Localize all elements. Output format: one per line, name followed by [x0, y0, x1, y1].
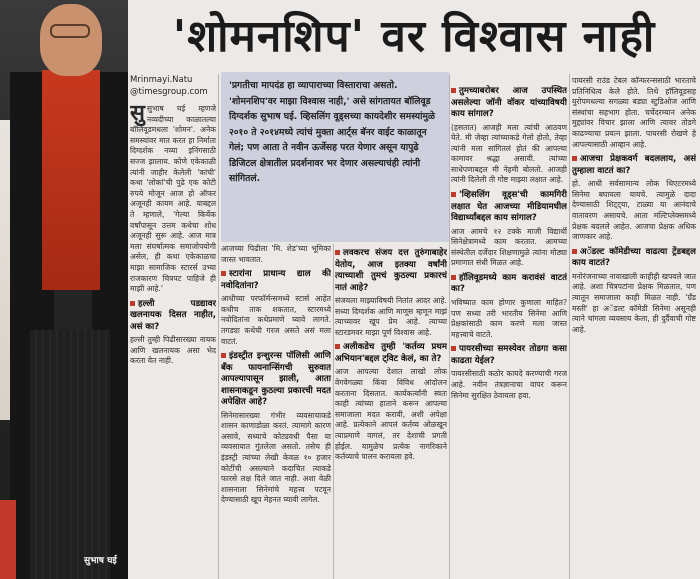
question-heading: पायरसीच्या समस्येवर तोडगा कसा काढता येईल?: [451, 344, 567, 366]
bullet-square-icon: [451, 88, 456, 93]
answer-paragraph: आजच्या पिढीला 'मि. शेड'च्या भूमिका जास्त भावतात.: [221, 244, 331, 264]
answer-paragraph: आधीच्या परफॉर्मन्समध्ये स्टार्स आहेत कधीच ताक शकतात, स्टारमध्ये नवोदितांना कथेप्रमाणे घ्यावे लागते. तगड्या कथेची गरज असते असं मला वाटतं.: [221, 294, 331, 346]
bullet-square-icon: [221, 353, 226, 358]
article-column-1: [130, 104, 216, 579]
article-column-2: [221, 244, 331, 579]
question-heading: हॉलिवूडमध्ये काम करावंसं वाटतं का?: [451, 272, 567, 295]
bullet-square-icon: [572, 156, 577, 161]
bullet-square-icon: [451, 346, 456, 351]
question-heading: आजचा प्रेक्षकवर्ग बदललाय, असं तुम्हाला वाटतं का?: [572, 154, 696, 176]
question-heading: स्टारांना प्राधान्य द्याल की नवोदितांना?: [221, 269, 331, 291]
article-column-4: [451, 82, 567, 579]
answer-paragraph: (हसतात) आजही मला त्यांची आठवण येते. मी जेव्हा त्यांच्याकडे गेलो होतो, तेव्हा त्यांनी मला सांगितलं होतं की आपल्या कामावर श्रद्धा असावी. त्यांच्या साधेपणाबद्दल मी नेहमी बोलतो. आजही त्यांनी दिलेली ती गोष्ट माझ्या लक्षात आहे.: [451, 122, 567, 185]
portrait-photo: [0, 0, 128, 579]
bullet-square-icon: [335, 250, 340, 255]
headline: 'शोमनशिप' वर विश्वास नाही: [172, 11, 656, 62]
answer-paragraph: आज आमचे १२ टक्के माजी विद्यार्थी सिनेक्षेत्रामध्ये काम करतात. आमच्या संस्थेतील दर्जेदार शिक्षणामुळे त्यांना मोठ्या प्रमाणात संधी मिळत आहे.: [451, 226, 567, 268]
intro-paragraph: सुसुभाष घई म्हणजे नव्वदीच्या काळातल्या बॉलिवूडमधला 'शोमन'. अनेक समस्यांवर मात करत हा निर्माता दिग्दर्शक नव्या इनिंगसाठी सज्ज झालाय. कोणे एकेकाळी त्यांनी जाहीर केलेली 'कांची' कथा 'लोकां'ची पुढे एक कोटी रुपये मोजून आज हो ऑफर अजूनही कायम आहे. याबद्दल ते म्हणाले, 'गेल्या किर्येक वर्षांपासून उत्तम कथेचा शोध अजूनही सुरू आहे. आज मात्र मला संघर्षात्मक समाजोपयोगी असेल, ही कथा एकेकाळचा माझा सामाजिक स्टारर्स उभ्या राजकारण चित्रपट पाहिजे ही माझी आहे.': [130, 104, 216, 294]
answer-paragraph: सिनेमासारख्या गंभीर व्यवसायाकडे शासन काणाडोळा करतं. त्यामागे कारण असावे, सध्याचे कोट्यवधी पैसा या व्यवसायात गुंतलेला असतो. तसेच ही इंडस्ट्री त्यांच्या लेखी केवळ १० हजार कोटींची असल्याने कदाचित त्याकडे फारसे लक्ष दिले जात नाही. अशा वेळी शासनाला सिनेमांचे महत्त्व पटवून देण्यासाठी खूप मेहनत घ्यावी लागेल.: [221, 410, 331, 505]
bullet-square-icon: [130, 301, 135, 306]
byline: [130, 74, 208, 98]
bullet-square-icon: [335, 344, 340, 349]
pull-quote-box: 'प्रगतीचा मापदंड हा व्यापाराच्या विस्ताराचा असतो. 'शोमनशिप'वर माझा विश्वास नाही,' असे सांगतायत बॉलिवूड दिग्दर्शक सुभाष घई. व्हिसलिंग वूड्सच्या कायदेशीर समस्यांमुळे २०१० ते २०१४मध्ये त्यांचं मुक्ता आर्ट्स बॅनर वाईट काळातून गेलं; पण आता ते नवीन ऊर्जेसह परत येणार असून यापुढे डिजिटल क्षेत्रातील प्रदर्शनावर भर देणार असल्याचंही त्यांनी सांगितलं.: [221, 72, 449, 242]
answer-paragraph: आज आपल्या देशात लाखो लोक वेगवेगळ्या किंवा विविध आंदोलन करताना दिसतात. कार्यकर्त्यांनी स्वतः काही त्यांच्या हाताने करून आपल्या समाजाला मदत करावी, अशी अपेक्षा आहे. प्रत्येकाने आपलं कर्तव्य ओळखून त्याप्रमाणे वागलं, तर देशाची प्रगती होईल. यामुळेच प्रत्येक नागरिकाने कर्तव्याचे पालन करायला हवे.: [335, 367, 447, 462]
bullet-square-icon: [451, 192, 456, 197]
byline-email: @timesgroup.com: [130, 87, 208, 97]
question-heading: लवकरच संजय दत्त तुरुंगाबाहेर येतोय, आज इतक्या वर्षांनी त्याच्याशी तुमचं कुठल्या प्रकारचं नातं आहे?: [335, 248, 447, 293]
photo-red-tag: [0, 500, 16, 579]
article-column-5: [572, 2, 696, 579]
question-heading: तुमच्याबरोबर आज उपस्थित असलेल्या जॉनी वॉकर यांच्याविषयी काय सांगाल?: [451, 86, 567, 119]
question-heading: इंडस्ट्रीत इन्शुरन्स पॉलिसी आणि बँक फायनान्सिंगची सुरुवात आपल्यापासून झाली, आता शासनाकडून कुठल्या प्रकारची मदत अपेक्षित आहे?: [221, 351, 331, 408]
photo-shirt: [42, 70, 100, 290]
answer-paragraph: संजयला माझ्याविषयी नितांत आदर आहे. सध्या दिग्दर्शक आणि माणूस म्हणून माझं त्याच्यावर खूप प्रेम आहे. त्याच्या स्टारडमवर माझा पूर्ण विश्वास आहे.: [335, 296, 447, 337]
column-divider: [218, 74, 219, 579]
byline-author: Mrinmayi.Natu: [130, 75, 193, 85]
bullet-square-icon: [451, 275, 456, 280]
photo-trousers: [30, 330, 110, 579]
answer-paragraph: पायरसी राउंड टेबल कॉन्फरन्ससाठी भारताचे प्रतिनिधित्व केले होते. तिथे हॉलिवूडसह युरोपमधल्या सगळ्या बड्या स्टुडिओज आणि संस्थांचा सहभाग होता. चर्चेदरम्यान अनेक मुद्द्यांवर विचार झाला आणि त्यावर तोडगे काढण्याचा प्रयत्न झाला. पायरसी रोखणे हे आपल्यासाठी आव्हान आहे.: [572, 76, 696, 149]
answer-paragraph: हल्ली तुम्ही पिढीसारख्या नायक आणि खलनायक असा भेद करता येत नाही.: [130, 335, 216, 366]
column-divider: [569, 74, 570, 579]
bullet-square-icon: [221, 271, 226, 276]
column-divider: [449, 74, 450, 579]
article-column-3: [335, 244, 447, 579]
question-heading: अलीकडेच तुम्ही 'कर्तव्य प्रथम अभियान'बद्दल ट्विट केलं, का ते?: [335, 342, 447, 364]
answer-paragraph: भविष्यात काम होणार कुणाला माहित? पण सध्या तरी भारतीय सिनेमा आणि प्रेक्षकांसाठी काम करणे मला जास्त महत्त्वाचे वाटते.: [451, 297, 567, 339]
bullet-square-icon: [572, 249, 577, 254]
photo-face: [40, 4, 102, 76]
answer-paragraph: हो. आधी सर्वसामान्य लोक थिएटरमध्ये सिनेमा बघायला यायचे. त्यामुळे दादा देण्यासाठी शिट्ट्या, टाळ्या या आनंदाचे वातावरण असायचे. आता मल्टिप्लेक्समध्ये प्रेक्षक बदलले आहेत. आजचा प्रेक्षक अधिक जाणकार आहे.: [572, 179, 696, 242]
question-heading: 'व्हिसलिंग वूड्स'ची कामगिरी लक्षात घेत आजच्या मीडियामधील विद्यार्थ्यांबद्दल काय सांगाल?: [451, 190, 567, 224]
answer-paragraph: मनोरंजनाच्या नावाखाली काहीही खपवले जात आहे. अशा चित्रपटांना प्रेक्षक मिळतात, पण त्यातून समाजाला काही मिळत नाही. 'ग्रँड मस्ती' हा अॅडल्ट कॉमेडी सिनेमा असूनही त्याने चांगला व्यवसाय केला, ही दुर्दैवाची गोष्ट आहे.: [572, 271, 696, 334]
answer-paragraph: पायरसीसाठी कठोर कायदे करण्याची गरज आहे. नवीन तंत्रज्ञानाचा वापर करून सिनेमा सुरक्षित ठेवायला हवा.: [451, 369, 567, 400]
drop-cap: सु: [130, 104, 145, 126]
question-heading: अॅडल्ट कॉमेडीच्या वाढत्या ट्रेंडबद्दल काय वाटतं?: [572, 246, 696, 269]
photo-caption: सुभाष घई: [84, 556, 117, 566]
column-divider: [333, 244, 334, 579]
photo-glasses: [50, 24, 90, 38]
question-heading: हल्ली पडद्यावर खलनायक दिसत नाहीत, असं का?: [130, 298, 216, 332]
